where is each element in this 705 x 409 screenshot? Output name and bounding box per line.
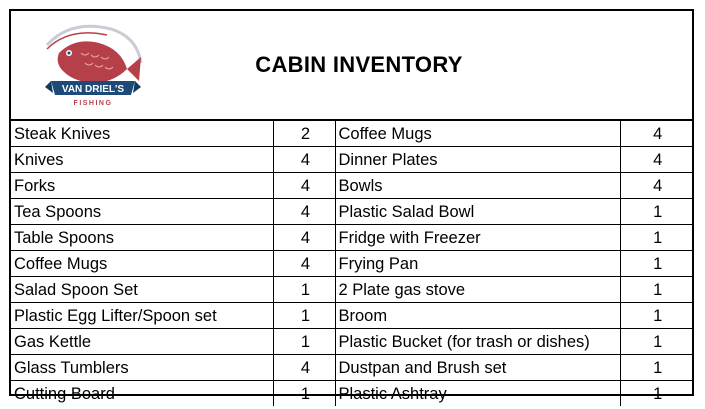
table-row (11, 355, 692, 381)
item-cell: Table Spoons (11, 225, 273, 251)
item-cell: Plastic Ashtray (335, 381, 620, 407)
table-row (11, 251, 692, 277)
qty-cell: 2 (273, 121, 335, 147)
inventory-table (11, 121, 692, 406)
qty-cell: 1 (620, 303, 692, 329)
qty-cell: 4 (273, 173, 335, 199)
qty-cell: 4 (273, 251, 335, 277)
qty-cell: 1 (273, 303, 335, 329)
item-cell: Fridge with Freezer (335, 225, 620, 251)
qty-cell: 1 (620, 199, 692, 225)
item-cell: Forks (11, 173, 273, 199)
qty-cell: 1 (620, 251, 692, 277)
table-row (11, 225, 692, 251)
item-cell: Plastic Egg Lifter/Spoon set (11, 303, 273, 329)
qty-cell: 4 (620, 173, 692, 199)
table-row (11, 121, 692, 147)
table-row (11, 381, 692, 407)
qty-cell: 1 (620, 355, 692, 381)
item-cell: Dinner Plates (335, 147, 620, 173)
page-title: CABIN INVENTORY (255, 52, 463, 77)
qty-cell: 1 (620, 381, 692, 407)
qty-cell: 4 (620, 147, 692, 173)
item-cell: Coffee Mugs (11, 251, 273, 277)
table-row (11, 199, 692, 225)
logo-sub-text: FISHING (73, 100, 113, 107)
item-cell: Bowls (335, 173, 620, 199)
qty-cell: 4 (273, 199, 335, 225)
item-cell: Cutting Board (11, 381, 273, 407)
header (11, 11, 692, 121)
item-cell: Coffee Mugs (335, 121, 620, 147)
item-cell: Salad Spoon Set (11, 277, 273, 303)
item-cell: 2 Plate gas stove (335, 277, 620, 303)
qty-cell: 1 (273, 277, 335, 303)
table-row (11, 329, 692, 355)
item-cell: Knives (11, 147, 273, 173)
qty-cell: 4 (273, 147, 335, 173)
inventory-table-body (11, 121, 692, 406)
item-cell: Plastic Salad Bowl (335, 199, 620, 225)
item-cell: Steak Knives (11, 121, 273, 147)
item-cell: Frying Pan (335, 251, 620, 277)
qty-cell: 4 (273, 225, 335, 251)
table-row (11, 173, 692, 199)
qty-cell: 1 (273, 329, 335, 355)
table-row (11, 147, 692, 173)
fish-logo-icon (41, 23, 145, 119)
qty-cell: 1 (620, 329, 692, 355)
table-row (11, 303, 692, 329)
qty-cell: 1 (620, 277, 692, 303)
item-cell: Glass Tumblers (11, 355, 273, 381)
van-driels-fishing-logo (41, 23, 145, 119)
qty-cell: 1 (620, 225, 692, 251)
item-cell: Gas Kettle (11, 329, 273, 355)
item-cell: Broom (335, 303, 620, 329)
table-row (11, 277, 692, 303)
qty-cell: 1 (273, 381, 335, 407)
item-cell: Plastic Bucket (for trash or dishes) (335, 329, 620, 355)
qty-cell: 4 (620, 121, 692, 147)
logo-brand-text: VAN DRIEL'S (61, 84, 125, 95)
item-cell: Tea Spoons (11, 199, 273, 225)
item-cell: Dustpan and Brush set (335, 355, 620, 381)
inventory-frame (9, 9, 694, 403)
qty-cell: 4 (273, 355, 335, 381)
